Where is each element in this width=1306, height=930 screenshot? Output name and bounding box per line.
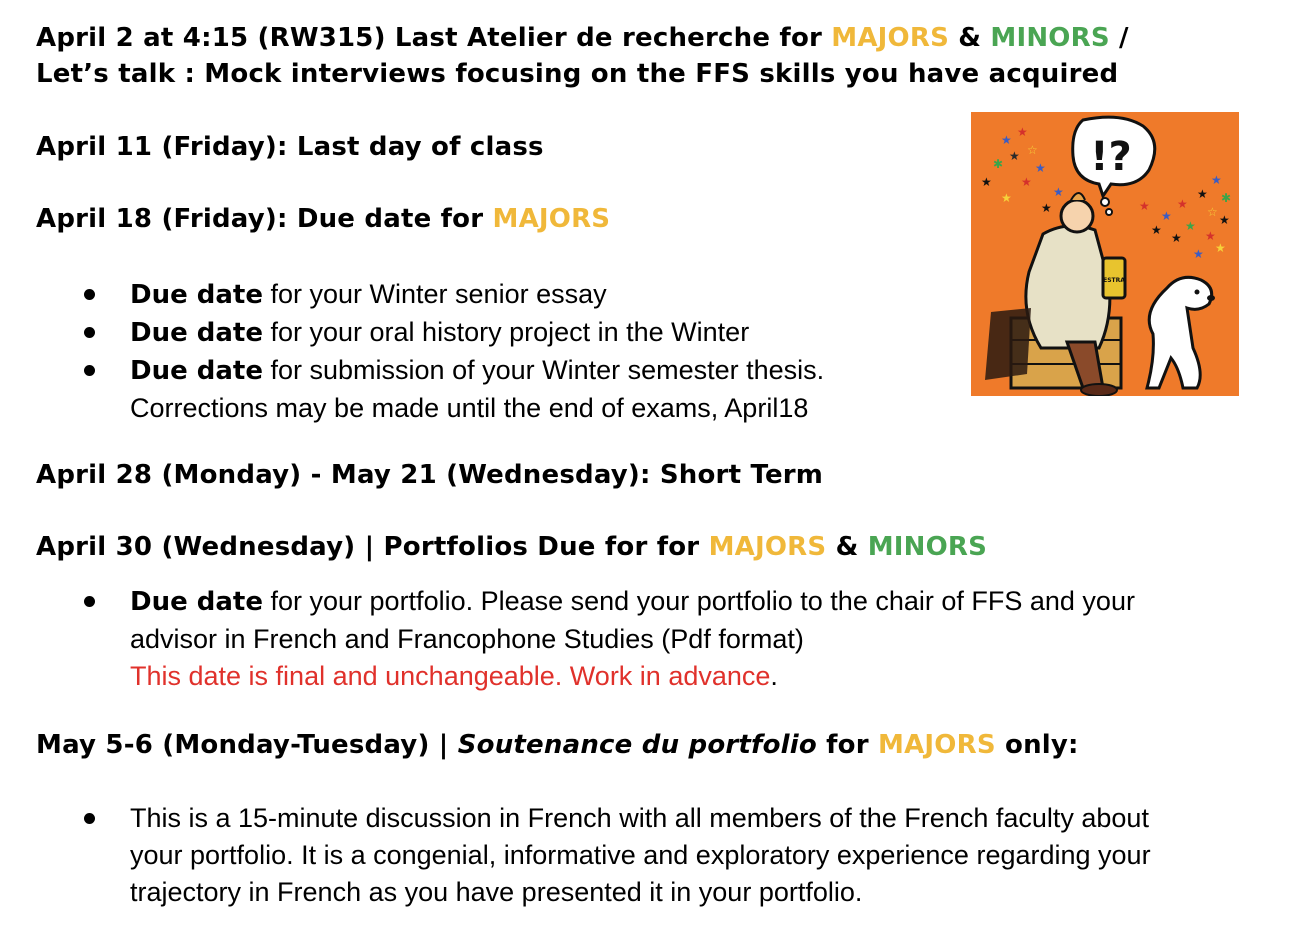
svg-text:★: ★ <box>1211 173 1222 187</box>
tintin-illustration <box>971 112 1239 396</box>
bullet-icon <box>84 327 95 338</box>
majors-tag: MAJORS <box>708 532 827 562</box>
svg-text:✱: ✱ <box>1221 191 1232 205</box>
svg-text:★: ★ <box>1185 219 1196 233</box>
svg-text:★: ★ <box>981 175 992 189</box>
can-label: ESTRA <box>1103 277 1125 284</box>
list-item: This is a 15-minute discussion in French with all members of the French faculty about your portfolio. It is a congenial, informative and exploratory experience regarding your trajectory in French as you have presented it in your portfolio. <box>84 800 1151 911</box>
svg-text:★: ★ <box>1001 133 1012 147</box>
minors-tag: MINORS <box>990 23 1110 53</box>
svg-text:★: ★ <box>1197 187 1208 201</box>
majors-tag: MAJORS <box>492 204 611 234</box>
bullet-icon <box>84 365 95 376</box>
minors-tag: MINORS <box>867 532 988 562</box>
svg-text:★: ★ <box>1017 125 1028 139</box>
heading-april30: April 30 (Wednesday) | Portfolios Due for for MAJORS & MINORS <box>36 532 988 562</box>
svg-text:★: ★ <box>1205 229 1216 243</box>
svg-text:★: ★ <box>1041 201 1052 215</box>
svg-text:★: ★ <box>1053 185 1064 199</box>
heading-soutenance: May 5-6 (Monday-Tuesday) | Soutenance du portfolio for MAJORS only: <box>36 730 1079 760</box>
svg-text:★: ★ <box>1193 247 1204 261</box>
due-dates-list <box>84 276 824 427</box>
svg-text:★: ★ <box>1035 161 1046 175</box>
warning-text: This date is final and unchangeable. Work in advance <box>130 661 771 691</box>
portfolio-list <box>84 583 1135 695</box>
bubble-text: !? <box>1090 134 1132 180</box>
heading-mock-interviews: Let’s talk : Mock interviews focusing on the FFS skills you have acquired <box>36 59 1119 89</box>
bullet-icon <box>84 596 95 607</box>
svg-text:☆: ☆ <box>1207 205 1218 219</box>
majors-tag: MAJORS <box>831 23 949 53</box>
svg-text:★: ★ <box>1151 223 1162 237</box>
heading-short-term: April 28 (Monday) - May 21 (Wednesday): Short Term <box>36 460 824 490</box>
list-item: Due date for your oral history project in the Winter <box>84 314 824 352</box>
bullet-icon <box>84 813 95 824</box>
soutenance-list <box>84 800 1151 911</box>
svg-text:★: ★ <box>1215 241 1226 255</box>
list-item: Due date for your Winter senior essay <box>84 276 824 314</box>
svg-text:★: ★ <box>1161 209 1172 223</box>
svg-text:★: ★ <box>1171 231 1182 245</box>
heading-last-day: April 11 (Friday): Last day of class <box>36 132 544 162</box>
svg-text:★: ★ <box>1177 197 1188 211</box>
heading-atelier: April 2 at 4:15 (RW315) Last Atelier de recherche for MAJORS & MINORS / <box>36 23 1129 53</box>
svg-text:★: ★ <box>1009 149 1020 163</box>
heading-april18: April 18 (Friday): Due date for MAJORS <box>36 204 611 234</box>
list-item: Due date for your portfolio. Please send your portfolio to the chair of FFS and your advisor in French and Francophone Studies (Pdf format) This date is final and unchangeable. Work in advance. <box>84 583 1135 695</box>
majors-tag: MAJORS <box>878 730 996 760</box>
svg-text:★: ★ <box>1001 191 1012 205</box>
svg-text:✱: ✱ <box>993 157 1004 171</box>
list-item: Due date for submission of your Winter semester thesis. Corrections may be made until the end of exams, April18 <box>84 352 824 427</box>
bullet-icon <box>84 289 95 300</box>
svg-text:★: ★ <box>1139 199 1150 213</box>
svg-text:★: ★ <box>1021 175 1032 189</box>
svg-text:★: ★ <box>1219 213 1230 227</box>
svg-text:☆: ☆ <box>1027 143 1038 157</box>
